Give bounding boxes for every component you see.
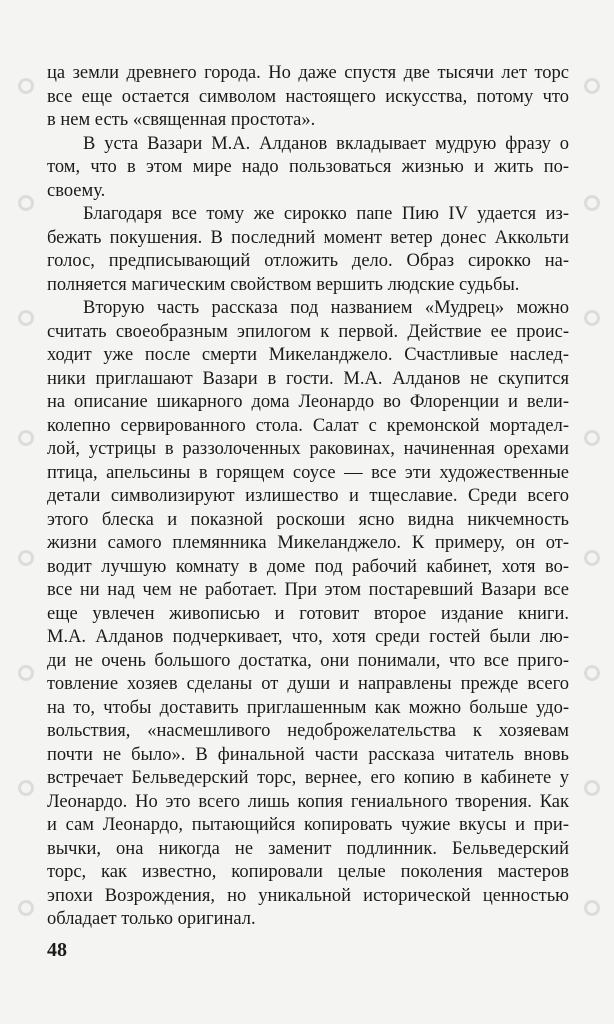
watermark-circle-icon <box>18 900 34 916</box>
watermark-circle-icon <box>584 780 600 796</box>
text-line: ца земли древнего города. Но даже спустя две тысячи лет торс <box>47 63 569 83</box>
page-number: 48 <box>47 938 67 961</box>
text-line: вольствия, «насмешливого недоброжелательства к хозяевам <box>47 721 569 741</box>
text-line: на описание шикарного дома Леонардо во Флоренции и вели- <box>47 392 569 412</box>
text-line: лой, устрицы в раззолоченных раковинах, начиненная орехами <box>47 439 569 459</box>
text-line: ники приглашают Вазари в гости. М.А. Алданов не скупится <box>47 368 569 389</box>
watermark-circle-icon <box>18 195 34 211</box>
text-line: еще увлечен живописью и готовит второе издание книги. <box>47 603 569 624</box>
text-line: считать своеобразным эпилогом к первой. Действие ее проис- <box>47 321 569 342</box>
text-line: голос, предписывающий отложить дело. Образ сирокко на- <box>47 251 569 271</box>
text-line: обладает только оригинал. <box>47 909 256 929</box>
watermark-circle-icon <box>18 550 34 566</box>
watermark-circle-icon <box>18 665 34 681</box>
text-line: на то, чтобы доставить приглашенным как можно больше удо- <box>47 697 569 718</box>
text-line: эпохи Возрождения, но уникальной исторической ценностью <box>47 885 569 906</box>
text-line: Леонардо. Но это всего лишь копия гениального творения. Как <box>47 791 569 812</box>
watermark-circle-icon <box>584 195 600 211</box>
paragraph <box>47 297 569 932</box>
text-line: встречает Бельведерский торс, вернее, его копию в кабинете у <box>47 768 569 788</box>
watermark-circle-icon <box>18 78 34 94</box>
text-line: Вторую часть рассказа под названием «Мудрец» можно <box>83 298 569 318</box>
text-line: М.А. Алданов подчеркивает, что, хотя среди гостей были лю- <box>47 627 569 647</box>
watermark-circle-icon <box>18 780 34 796</box>
watermark-circle-icon <box>584 550 600 566</box>
paragraph <box>47 133 569 204</box>
text-line: водит лучшую комнату в доме под рабочий кабинет, хотя во- <box>47 556 569 577</box>
text-line: ходит уже после смерти Микеланджело. Счастливые наслед- <box>47 345 569 365</box>
text-line: все еще остается символом настоящего искусства, потому что <box>47 86 569 107</box>
body-text <box>47 62 569 932</box>
page-content <box>47 62 569 962</box>
text-line: полняется магическим свойством вершить людские судьбы. <box>47 274 520 295</box>
text-line: жизни самого племянника Микеланджело. К примеру, он от- <box>47 533 569 553</box>
text-line: ди не очень большого достатка, они понимали, что все приго- <box>47 650 569 671</box>
paragraph <box>47 62 569 133</box>
text-line: товление хозяев сделаны от души и направлены прежде всего <box>47 674 569 694</box>
text-line: том, что в этом мире надо пользоваться жизнью и жить по- <box>47 157 569 177</box>
watermark-circle-icon <box>18 310 34 326</box>
text-line: Благодаря все тому же сирокко папе Пию IV удается из- <box>83 204 569 224</box>
watermark-circle-icon <box>584 78 600 94</box>
text-line: торс, как известно, копировали целые поколения мастеров <box>47 862 569 882</box>
text-line: детали символизируют излишество и тщеславие. Среди всего <box>47 486 569 506</box>
text-line: этого блеска и показной роскоши ясно видна никчемность <box>47 509 569 530</box>
watermark-circle-icon <box>584 900 600 916</box>
text-line: бежать покушения. В последний момент ветер донес Аккольти <box>47 227 569 248</box>
text-line: своему. <box>47 180 106 201</box>
watermark-circle-icon <box>18 430 34 446</box>
text-line: в нем есть «священная простота». <box>47 110 316 130</box>
text-line: почти не было». В финальной части рассказа читатель вновь <box>47 744 569 765</box>
text-line: колепно сервированного стола. Салат с кремонской мортадел- <box>47 415 569 436</box>
paragraph <box>47 203 569 297</box>
text-line: вычки, она никогда не заменит подлинник. Бельведерский <box>47 838 569 859</box>
text-line: В уста Вазари М.А. Алданов вкладывает мудрую фразу о <box>83 133 569 154</box>
watermark-circle-icon <box>584 665 600 681</box>
text-line: все ни над чем не работает. При этом постаревший Вазари все <box>47 580 569 600</box>
text-line: и сам Леонардо, пытающийся копировать чужие вкусы и при- <box>47 815 569 835</box>
watermark-circle-icon <box>584 310 600 326</box>
watermark-circle-icon <box>584 430 600 446</box>
text-line: птица, апельсины в горящем соусе — все эти художественные <box>47 462 569 483</box>
